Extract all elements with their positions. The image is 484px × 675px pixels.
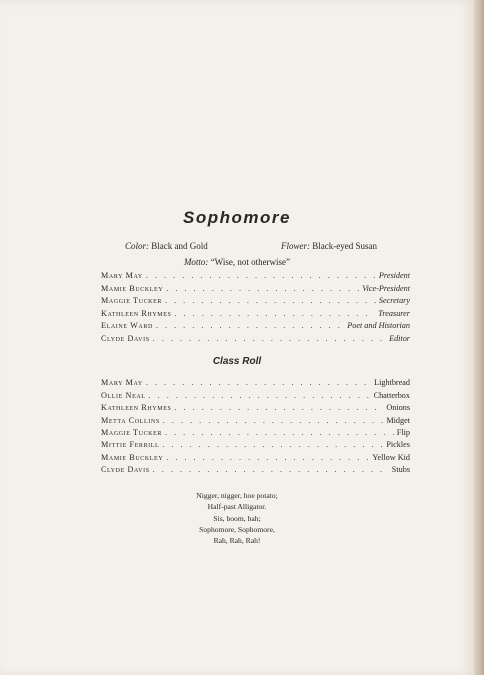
motto-value: “Wise, not otherwise” bbox=[210, 257, 291, 267]
leader-dots bbox=[153, 334, 386, 343]
officer-role: Treasurer bbox=[378, 309, 410, 318]
member-nickname: Chatterbox bbox=[373, 391, 410, 400]
officer-name: Clyde Davis bbox=[101, 334, 150, 343]
officer-row bbox=[101, 334, 410, 346]
officer-row bbox=[101, 284, 410, 296]
member-row bbox=[101, 440, 410, 452]
yell-line: Half-past Alligator. bbox=[207, 502, 267, 512]
officer-name: Elaine Ward bbox=[101, 321, 153, 330]
leader-dots bbox=[165, 428, 394, 437]
class-roll-heading: Class Roll bbox=[212, 356, 262, 367]
yell-line: Sis, boom, bah; bbox=[213, 513, 261, 523]
member-row bbox=[101, 403, 410, 415]
leader-dots bbox=[165, 296, 376, 305]
yell-line: Sophomore, Sophomore, bbox=[199, 524, 275, 534]
officer-role: Poet and Historian bbox=[347, 321, 410, 330]
member-name: Ollie Neal bbox=[101, 391, 146, 400]
member-nickname: Lightbread bbox=[374, 378, 410, 387]
flower-label: Flower: bbox=[281, 241, 310, 251]
yell-line: Rah, Rah, Rah! bbox=[213, 536, 261, 546]
leader-dots bbox=[166, 284, 359, 293]
member-nickname: Flip bbox=[396, 428, 410, 437]
member-name: Mittie Ferrill bbox=[101, 440, 160, 449]
member-row bbox=[101, 453, 410, 465]
officer-name: Mamie Buckley bbox=[101, 284, 164, 293]
officer-row bbox=[101, 296, 410, 308]
motto-label: Motto: bbox=[183, 257, 209, 267]
leader-dots bbox=[146, 271, 376, 280]
leader-dots bbox=[162, 440, 383, 449]
officer-role: Editor bbox=[389, 334, 410, 343]
member-name: Maggie Tucker bbox=[101, 428, 162, 437]
class-yell bbox=[0, 490, 474, 546]
member-name: Kathleen Rhymes bbox=[101, 403, 172, 412]
member-nickname: Onions bbox=[386, 403, 410, 412]
officer-name: Maggie Tucker bbox=[101, 296, 162, 305]
page-edge bbox=[474, 0, 484, 675]
officer-row bbox=[101, 309, 410, 321]
class-color bbox=[125, 241, 208, 251]
member-name: Metta Collins bbox=[101, 416, 160, 425]
officer-row bbox=[101, 271, 410, 283]
member-row bbox=[101, 416, 410, 428]
member-name: Clyde Davis bbox=[101, 465, 150, 474]
officer-role: Vice-President bbox=[362, 284, 410, 293]
officer-row bbox=[101, 321, 410, 333]
leader-dots bbox=[174, 309, 375, 318]
officer-name: Kathleen Rhymes bbox=[101, 309, 172, 318]
leader-dots bbox=[174, 403, 383, 412]
member-nickname: Yellow Kid bbox=[372, 453, 410, 462]
leader-dots bbox=[149, 391, 371, 400]
officer-role: Secretary bbox=[378, 296, 410, 305]
member-row bbox=[101, 428, 410, 440]
member-nickname: Midget bbox=[386, 416, 410, 425]
leader-dots bbox=[156, 321, 344, 330]
leader-dots bbox=[153, 465, 389, 474]
officer-name: Mary May bbox=[101, 271, 143, 280]
leader-dots bbox=[146, 378, 371, 387]
member-nickname: Stubs bbox=[391, 465, 410, 474]
member-name: Mary May bbox=[101, 378, 143, 387]
class-flower bbox=[281, 241, 377, 251]
leader-dots bbox=[166, 453, 369, 462]
member-row bbox=[101, 378, 410, 390]
member-nickname: Pickles bbox=[386, 440, 410, 449]
color-value: Black and Gold bbox=[151, 241, 208, 251]
yell-line: Nigger, nigger, hoe potato; bbox=[196, 491, 278, 500]
member-name: Mamie Buckley bbox=[101, 453, 164, 462]
color-label: Color: bbox=[125, 241, 150, 251]
class-motto bbox=[0, 257, 474, 267]
member-row bbox=[101, 465, 410, 477]
flower-value: Black-eyed Susan bbox=[312, 241, 377, 251]
officer-role: President bbox=[378, 271, 410, 280]
leader-dots bbox=[163, 416, 384, 425]
page-title: Sophomore bbox=[183, 208, 291, 227]
member-row bbox=[101, 391, 410, 403]
